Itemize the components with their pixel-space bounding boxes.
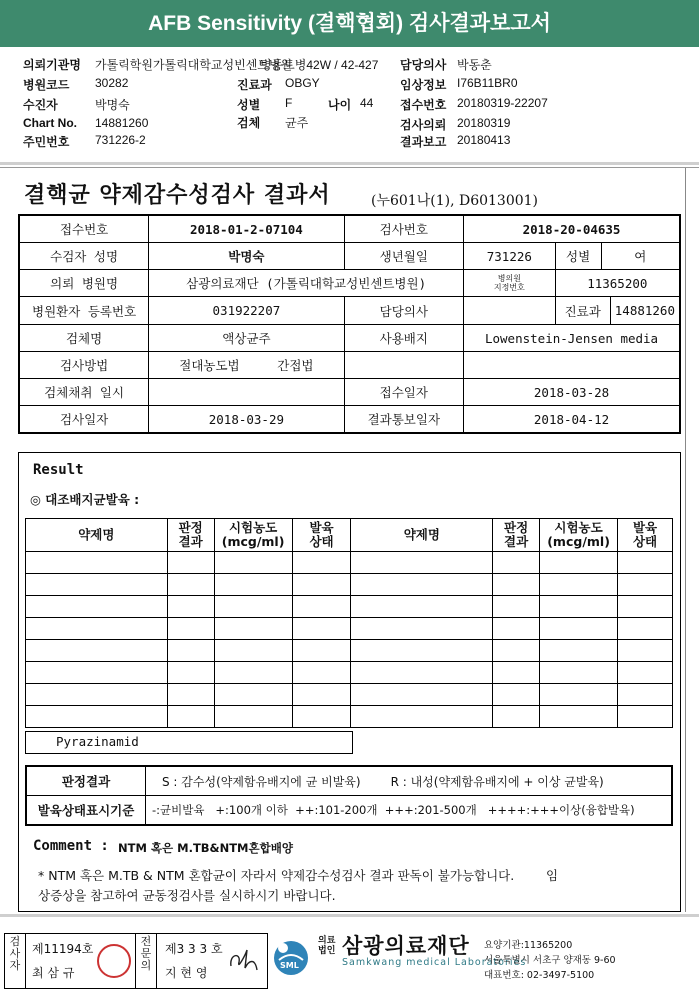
col-conc <box>214 519 292 552</box>
org-prefix-2: 법인 <box>318 946 336 956</box>
col-growth-b1: 발육 <box>632 520 658 535</box>
growth-legend-text: -:균비발육 +:100개 이하 ++:101-200개 +++:201-500개 ++++:+++이상(융합발육) <box>146 796 673 826</box>
logo-text: SML <box>280 961 299 970</box>
sex: 여 <box>601 243 680 270</box>
table-row <box>26 706 673 728</box>
clinical-info-value: I76B11BR0 <box>457 76 518 90</box>
patient-name-label: 수검자 성명 <box>19 243 149 270</box>
medium-label: 사용배지 <box>344 325 464 352</box>
footer-rule <box>0 914 699 917</box>
sig-divider-2 <box>135 934 136 988</box>
clinical-info-label: 임상정보 <box>400 78 447 92</box>
result-label: Result <box>33 462 84 478</box>
method-b: 간접법 <box>277 358 314 373</box>
sex-label: 성별 <box>555 243 601 270</box>
hosp-id-label-line1: 병의원 <box>497 274 521 283</box>
collect <box>149 379 344 406</box>
report-subtitle: (누601나(1), D6013001) <box>371 193 539 209</box>
drug-table-header <box>26 519 673 552</box>
drug-table <box>25 518 673 728</box>
judge-legend-s: S : 감수성(약제함유배지에 균 비발육) <box>162 774 361 789</box>
resident-no-value: 731226-2 <box>95 133 146 147</box>
control-growth-label: ◎ 대조배지균발육 : <box>30 492 140 507</box>
hosp-id-label-line2: 지정번호 <box>493 283 525 292</box>
receive-label: 접수일자 <box>344 379 464 406</box>
col-conc-b <box>540 519 618 552</box>
patient-info-table <box>18 214 681 434</box>
test-no: 2018-20-04635 <box>464 215 680 243</box>
col-growth-b2: 상태 <box>632 534 658 549</box>
report-date-label: 결과보고 <box>400 135 447 149</box>
reg-no: 031922207 <box>149 297 344 325</box>
test-date-label: 검사일자 <box>19 406 149 434</box>
birth: 731226 <box>464 243 556 270</box>
hospital-code-label: 병원코드 <box>23 78 70 92</box>
sig-divider-3 <box>156 934 157 988</box>
receipt-no-label: 접수번호 <box>19 215 149 243</box>
hosp-id-label <box>464 270 556 297</box>
resident-no-label: 주민번호 <box>23 135 70 149</box>
dept-label: 진료과 <box>556 297 611 324</box>
judge-legend-r: R : 내성(약제함유배지에 + 이상 균발육) <box>390 774 604 789</box>
comment-note-1: * NTM 혹은 M.TB & NTM 혼합균이 자라서 약제감수성검사 결과 판독이 불가능합니다. 임 <box>38 868 559 883</box>
pyrazinamid-row <box>25 731 353 754</box>
specimen: 액상균주 <box>149 325 344 352</box>
collect-label: 검체채취 일시 <box>19 379 149 406</box>
judge-legend-text <box>146 766 673 796</box>
notify-label: 결과통보일자 <box>344 406 464 434</box>
col-judge-1: 판정 <box>178 520 203 535</box>
department-label: 진료과 <box>237 78 272 92</box>
org-phone: 대표번호: 02-3497-5100 <box>484 970 595 981</box>
doctor <box>464 297 556 325</box>
table-row <box>26 552 673 574</box>
sex-label: 성별 <box>237 98 261 112</box>
specialist-no: 제3 3 3 호 <box>165 942 223 956</box>
institution-label: 의뢰기관명 <box>23 58 81 72</box>
institution-value: 가톨릭학원가톨릭대학교성빈센트병원 <box>95 58 293 72</box>
judge-legend-label: 판정결과 <box>26 766 146 796</box>
specialist-name: 지 현 영 <box>165 966 208 980</box>
col-growth-1: 발육 <box>309 520 334 535</box>
birth-label: 생년월일 <box>344 243 464 270</box>
sig-divider-1 <box>25 934 26 988</box>
table-row <box>26 618 673 640</box>
pyrazinamid-label: Pyrazinamid <box>56 734 139 749</box>
dept: 14881260 <box>614 303 675 318</box>
doctor-label: 담당의사 <box>344 297 464 325</box>
comment-note-2: 상증상을 참고하여 균동정검사를 실시하시기 바랍니다. <box>38 888 336 903</box>
doctor-label: 담당의사 <box>400 58 447 72</box>
method <box>149 352 344 379</box>
receive: 2018-03-28 <box>464 379 680 406</box>
request-date-label: 검사의뢰 <box>400 118 447 132</box>
hosp-id: 11365200 <box>555 270 680 297</box>
specialist-label: 전문의 <box>140 935 152 972</box>
col-conc-2: (mcg/ml) <box>221 534 285 549</box>
samkwang-logo-icon <box>273 934 313 978</box>
dept-subtable <box>556 297 679 324</box>
age-value: 44 <box>360 96 374 110</box>
hospital: 삼광의료재단 (가톨릭대학교성빈센트병원) <box>149 270 464 297</box>
org-prefix-1: 의료 <box>318 936 336 946</box>
reg-no-label: 병원환자 등록번호 <box>19 297 149 325</box>
col-drug: 약제명 <box>26 519 168 552</box>
method-empty-1 <box>344 352 464 379</box>
org-address: 서울특별시 서초구 양재동 9-60 <box>484 955 616 966</box>
inspector-name: 최 삼 규 <box>32 966 75 980</box>
org-name: 삼광의료재단 <box>342 934 470 958</box>
org-name-en: Samkwang medical Laboratories <box>342 957 527 968</box>
method-empty-2 <box>464 352 680 379</box>
org-prefix <box>318 936 335 956</box>
specimen-label: 검체명 <box>19 325 149 352</box>
col-judge-b2: 결과 <box>504 534 529 549</box>
hospital-label: 의뢰 병원명 <box>19 270 149 297</box>
header-separator <box>0 162 699 165</box>
inspector-seal-icon <box>97 944 131 978</box>
receipt-no-label: 접수번호 <box>400 98 447 112</box>
patient-name: 박명숙 <box>149 243 344 270</box>
signature-box <box>4 933 268 989</box>
method-label: 검사방법 <box>19 352 149 379</box>
dept-cell <box>555 297 680 325</box>
legend-table <box>25 765 673 826</box>
col-judge <box>167 519 214 552</box>
test-date: 2018-03-29 <box>149 406 344 434</box>
test-no-label: 검사번호 <box>344 215 464 243</box>
sex-value: F <box>285 96 293 110</box>
comment-label: Comment : <box>33 838 109 854</box>
col-growth-2: 상태 <box>309 534 334 549</box>
inspector-no: 제11194호 <box>32 942 94 956</box>
receipt-no-value: 20180319-22207 <box>457 96 548 110</box>
col-growth <box>292 519 351 552</box>
table-row <box>26 684 673 706</box>
comment-bold: NTM 혹은 M.TB&NTM혼합배양 <box>118 841 293 855</box>
patient-value: 박명숙 <box>95 98 130 112</box>
notify: 2018-04-12 <box>464 406 680 434</box>
report-title: 결핵균 약제감수성검사 결과서 <box>24 182 331 208</box>
table-row <box>26 640 673 662</box>
table-row <box>26 596 673 618</box>
doctor-value: 박동춘 <box>457 58 492 72</box>
col-drug-2: 약제명 <box>351 519 493 552</box>
specimen-label: 검체 <box>237 116 261 130</box>
request-date-value: 20180319 <box>457 116 511 130</box>
report-header-title: AFB Sensitivity (결핵협회) 검사결과보고서 <box>0 0 699 47</box>
inspector-label: 검사자 <box>9 935 21 972</box>
hospital-code-value: 30282 <box>95 76 129 90</box>
ward-value: 병동트병42W / 42-427 <box>260 58 379 72</box>
receipt-no: 2018-01-2-07104 <box>149 215 344 243</box>
specialist-signature-icon <box>227 946 261 976</box>
table-row <box>26 574 673 596</box>
col-conc-1: 시험농도 <box>228 520 278 535</box>
medium: Lowenstein-Jensen media <box>464 325 680 352</box>
col-judge-b <box>493 519 540 552</box>
chart-no-value: 14881260 <box>95 116 149 130</box>
method-a: 절대농도법 <box>179 358 240 373</box>
department-value: OBGY <box>285 76 320 90</box>
growth-legend-label: 발육상태표시기준 <box>26 796 146 826</box>
col-conc-b1: 시험농도 <box>554 520 603 535</box>
col-judge-2: 결과 <box>178 534 203 549</box>
specimen-value: 균주 <box>285 116 309 130</box>
org-code: 요양기관:11365200 <box>484 940 573 951</box>
col-growth-b <box>618 519 673 552</box>
report-date-value: 20180413 <box>457 133 511 147</box>
age-label: 나이 <box>328 98 352 112</box>
col-judge-b1: 판정 <box>504 520 529 535</box>
chart-no-label: Chart No. <box>23 116 77 130</box>
col-conc-b2: (mcg/ml) <box>547 534 610 549</box>
table-row <box>26 662 673 684</box>
patient-label: 수진자 <box>23 98 58 112</box>
